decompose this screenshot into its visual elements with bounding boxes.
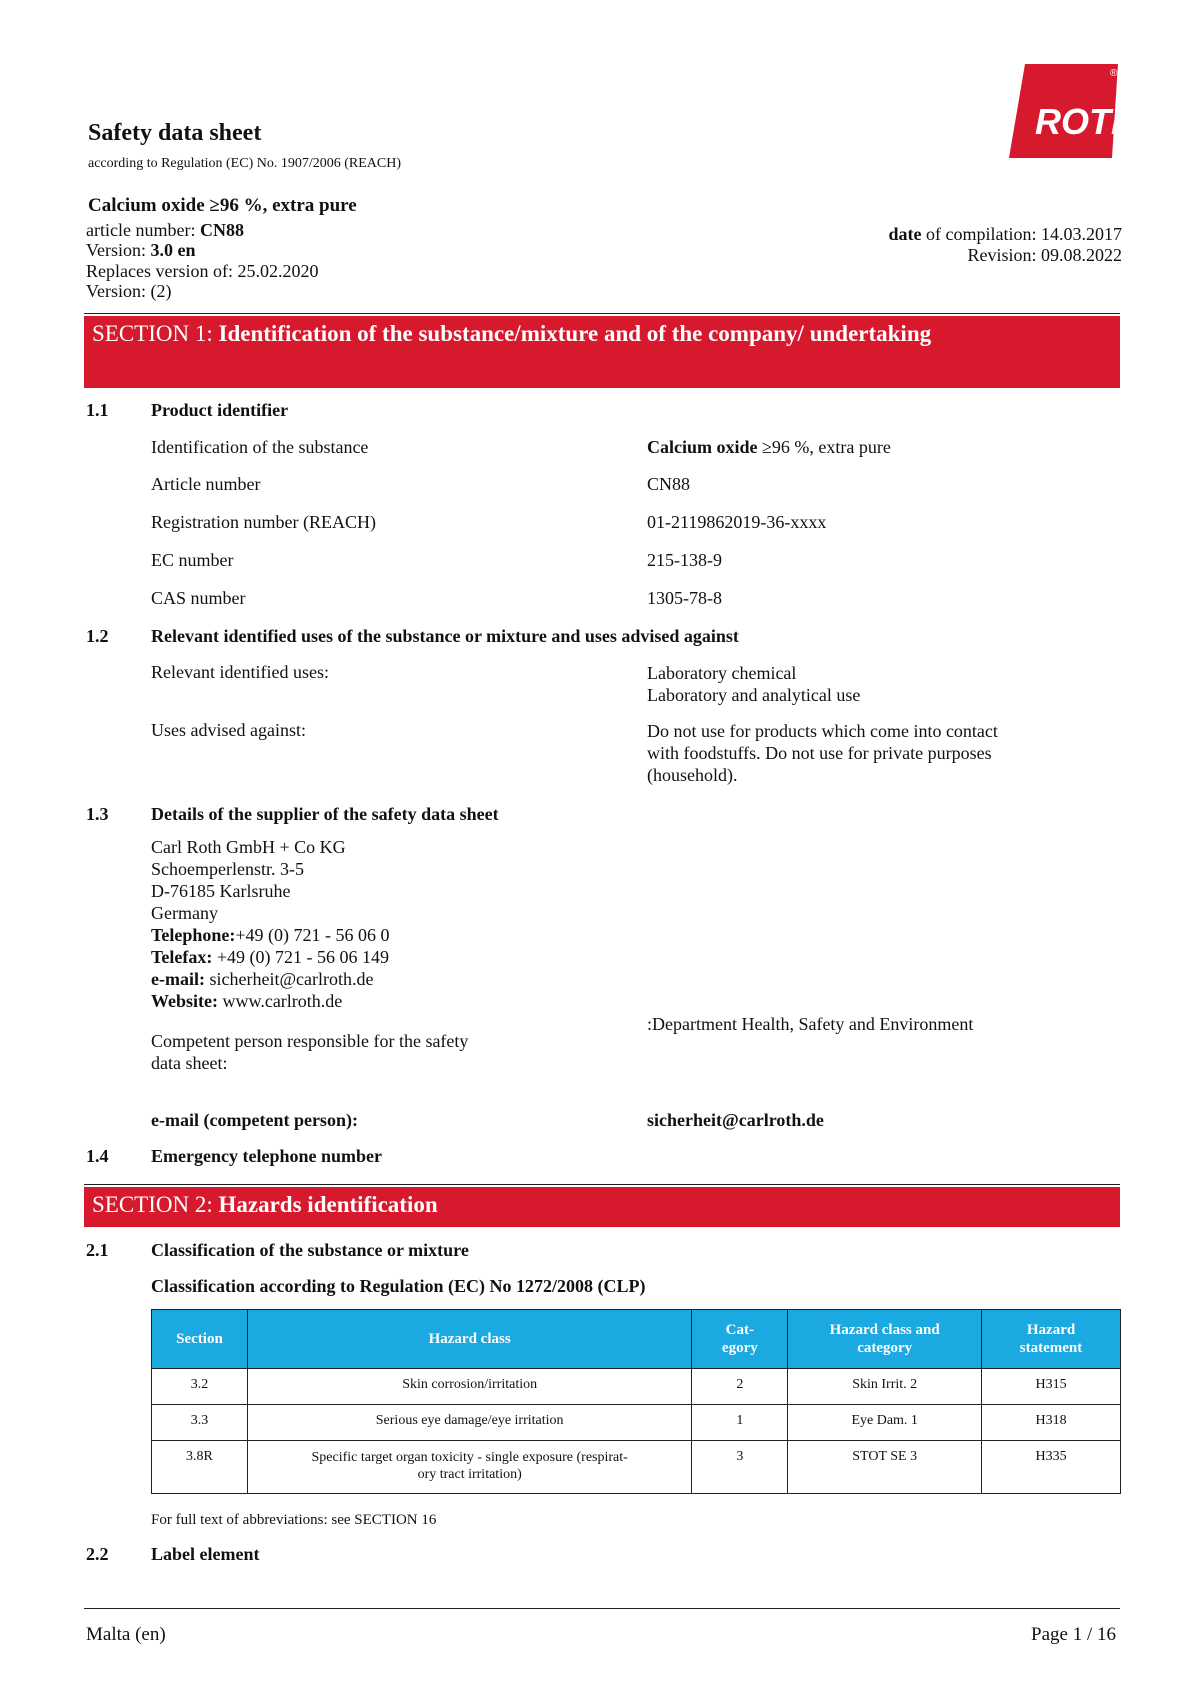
table-row — [152, 1405, 1121, 1441]
value-line: Laboratory chemical — [647, 663, 797, 683]
subsection-heading: Product identifier — [151, 400, 289, 420]
email-value[interactable]: sicherheit@carlroth.de — [204, 969, 374, 989]
version-value: 3.0 en — [150, 240, 196, 260]
article-number-line — [86, 220, 244, 241]
website-link[interactable]: www.carlroth.de — [218, 991, 343, 1011]
footer-country: Malta (en) — [86, 1624, 166, 1645]
value-line: with foodstuffs. Do not use for private purposes — [647, 743, 992, 763]
subsection-heading: Label element — [151, 1544, 260, 1564]
section-number: 2.2 — [86, 1544, 109, 1564]
field-value — [647, 720, 998, 786]
field-value — [647, 437, 891, 458]
page-number: Page 1 / 16 — [1031, 1624, 1116, 1645]
email-label: e-mail: — [151, 969, 205, 989]
table-cell: Serious eye damage/eye irritation — [247, 1405, 691, 1441]
article-label: article number: — [86, 220, 196, 240]
value-rest: ≥96 %, extra pure — [757, 437, 891, 457]
table-cell: 2 — [692, 1369, 788, 1405]
table-cell: Specific target organ toxicity - single exposure (respirat- ory tract irritation) — [247, 1441, 691, 1494]
column-header: Section — [152, 1310, 248, 1369]
document-title: Safety data sheet — [88, 120, 262, 146]
value-bold: Calcium oxide — [647, 437, 758, 457]
section-2-title: Hazards identification — [218, 1192, 438, 1217]
clp-heading: Classification according to Regulation (EC) No 1272/2008 (CLP) — [151, 1276, 646, 1296]
section-1-label: SECTION 1: — [92, 321, 213, 346]
telephone-line — [151, 924, 390, 946]
address-line: Carl Roth GmbH + Co KG — [151, 837, 346, 857]
section-divider — [84, 313, 1120, 314]
website-line — [151, 990, 390, 1012]
telefax-line — [151, 946, 390, 968]
svg-text:®: ® — [1110, 68, 1118, 79]
section-1-header — [84, 316, 1120, 388]
version-line — [86, 240, 196, 261]
supplier-address — [151, 836, 390, 1012]
value-line: (household). — [647, 765, 738, 785]
field-value — [647, 662, 860, 706]
email-line — [151, 968, 390, 990]
table-cell: Skin corrosion/irritation — [247, 1369, 691, 1405]
label-line: data sheet: — [151, 1053, 228, 1073]
field-label: Identification of the substance — [151, 437, 369, 457]
table-cell: 1 — [692, 1405, 788, 1441]
replaces-version-number: Version: (2) — [86, 281, 172, 301]
field-label: Article number — [151, 474, 261, 494]
telefax-value: +49 (0) 721 - 56 06 149 — [212, 947, 389, 967]
value-line: Do not use for products which come into contact — [647, 721, 998, 741]
document-subtitle: according to Regulation (EC) No. 1907/2006 (REACH) — [88, 156, 402, 171]
section-1-title: Identification of the substance/mixture and of the company/ undertaking — [218, 321, 932, 346]
table-cell: 3 — [692, 1441, 788, 1494]
field-label: CAS number — [151, 588, 246, 608]
roth-logo — [1007, 62, 1137, 162]
field-value: 215-138-9 — [647, 550, 722, 570]
section-number: 1.2 — [86, 626, 109, 646]
column-header: Hazard class — [247, 1310, 691, 1369]
compilation-date — [889, 224, 1122, 245]
field-label: Uses advised against: — [151, 720, 306, 740]
footer-divider — [84, 1608, 1120, 1609]
table-row — [152, 1441, 1121, 1494]
address-line: Germany — [151, 903, 218, 923]
competent-email-label: e-mail (competent person): — [151, 1110, 358, 1130]
subsection-heading: Details of the supplier of the safety data sheet — [151, 804, 499, 824]
telephone-value: +49 (0) 721 - 56 06 0 — [235, 925, 390, 945]
abbreviations-note: For full text of abbreviations: see SECTION 16 — [151, 1512, 437, 1528]
subsection-heading: Emergency telephone number — [151, 1146, 382, 1166]
field-label: EC number — [151, 550, 234, 570]
table-cell: 3.8R — [152, 1441, 248, 1494]
product-name: Calcium oxide ≥96 %, extra pure — [88, 195, 357, 216]
version-label: Version: — [86, 240, 146, 260]
subsection-heading: Relevant identified uses of the substance or mixture and uses advised against — [151, 626, 739, 646]
table-cell: H315 — [982, 1369, 1121, 1405]
section-number: 1.4 — [86, 1146, 109, 1166]
website-label: Website: — [151, 991, 218, 1011]
date-label: date — [888, 224, 922, 244]
address-line: Schoemperlenstr. 3-5 — [151, 859, 304, 879]
table-cell: STOT SE 3 — [788, 1441, 982, 1494]
section-2-header — [84, 1187, 1120, 1227]
table-cell: 3.2 — [152, 1369, 248, 1405]
value-line: Laboratory and analytical use — [647, 685, 861, 705]
article-value: CN88 — [199, 220, 244, 240]
table-cell: H318 — [982, 1405, 1121, 1441]
field-value: CN88 — [647, 474, 691, 494]
section-divider — [84, 1184, 1120, 1185]
table-header-row — [152, 1310, 1121, 1369]
column-header: Hazard statement — [982, 1310, 1121, 1369]
table-cell: H335 — [982, 1441, 1121, 1494]
table-row — [152, 1369, 1121, 1405]
label-line: Competent person responsible for the safety — [151, 1031, 469, 1051]
competent-person-value: :Department Health, Safety and Environment — [647, 1014, 974, 1034]
telephone-label: Telephone: — [151, 925, 236, 945]
section-number: 2.1 — [86, 1240, 109, 1260]
section-2-label: SECTION 2: — [92, 1192, 213, 1217]
competent-person-label — [151, 1030, 468, 1074]
svg-text:ROTH: ROTH — [1035, 101, 1137, 142]
column-header: Cat- egory — [692, 1310, 788, 1369]
address-line: D-76185 Karlsruhe — [151, 881, 291, 901]
field-label: Relevant identified uses: — [151, 662, 329, 682]
table-cell: Eye Dam. 1 — [788, 1405, 982, 1441]
column-header: Hazard class and category — [788, 1310, 982, 1369]
table-cell: 3.3 — [152, 1405, 248, 1441]
replaces-version: Replaces version of: 25.02.2020 — [86, 261, 319, 281]
subsection-heading: Classification of the substance or mixture — [151, 1240, 469, 1260]
field-value: 1305-78-8 — [647, 588, 722, 608]
hazard-table — [151, 1309, 1121, 1494]
field-label: Registration number (REACH) — [151, 512, 376, 532]
telefax-label: Telefax: — [151, 947, 213, 967]
competent-email-value[interactable]: sicherheit@carlroth.de — [647, 1110, 824, 1130]
field-value: 01-2119862019-36-xxxx — [647, 512, 827, 532]
section-number: 1.3 — [86, 804, 109, 824]
section-number: 1.1 — [86, 400, 109, 420]
revision-date: Revision: 09.08.2022 — [967, 245, 1122, 265]
table-cell: Skin Irrit. 2 — [788, 1369, 982, 1405]
date-text: of compilation: 14.03.2017 — [926, 224, 1122, 244]
